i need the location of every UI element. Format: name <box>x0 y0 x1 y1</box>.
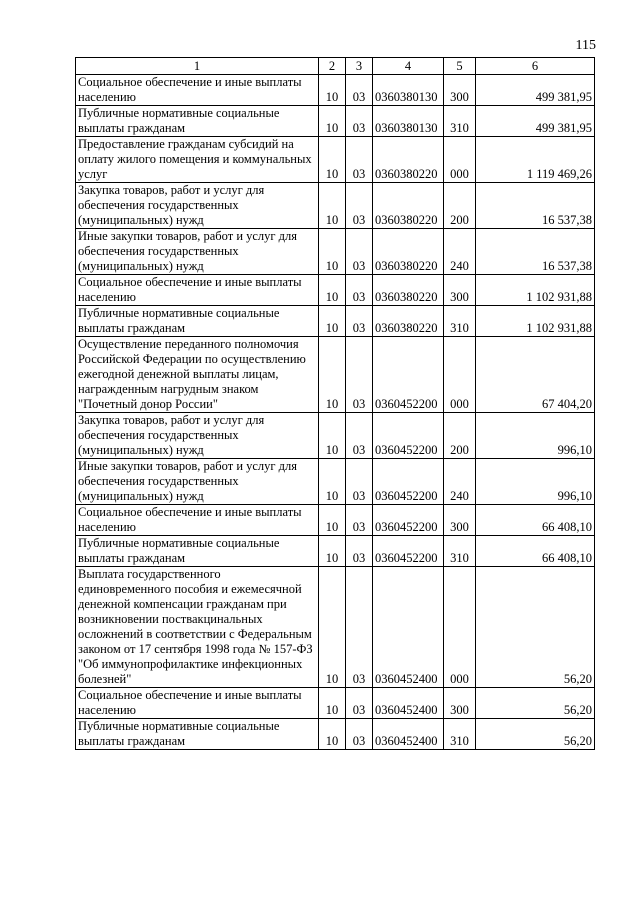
row-section-cell: 10 <box>319 413 346 459</box>
budget-table <box>75 57 595 750</box>
row-vr-cell: 000 <box>444 567 476 688</box>
row-vr-cell: 310 <box>444 536 476 567</box>
row-subsection-cell: 03 <box>346 567 373 688</box>
row-sum-cell: 56,20 <box>476 688 595 719</box>
table-row <box>76 137 595 183</box>
table-row <box>76 413 595 459</box>
header-cell: 3 <box>346 58 373 75</box>
header-cell: 1 <box>76 58 319 75</box>
row-sum-cell: 996,10 <box>476 459 595 505</box>
row-name-cell: Закупка товаров, работ и услуг для обеспечения государственных (муниципальных) нужд <box>76 183 319 229</box>
row-vr-cell: 300 <box>444 505 476 536</box>
table-row <box>76 719 595 750</box>
row-csr-cell: 0360452200 <box>373 505 444 536</box>
row-subsection-cell: 03 <box>346 183 373 229</box>
table-row <box>76 229 595 275</box>
row-name-cell: Публичные нормативные социальные выплаты гражданам <box>76 536 319 567</box>
row-csr-cell: 0360380220 <box>373 137 444 183</box>
header-cell: 5 <box>444 58 476 75</box>
row-subsection-cell: 03 <box>346 459 373 505</box>
row-vr-cell: 310 <box>444 106 476 137</box>
row-vr-cell: 240 <box>444 229 476 275</box>
row-sum-cell: 66 408,10 <box>476 536 595 567</box>
row-sum-cell: 16 537,38 <box>476 183 595 229</box>
row-section-cell: 10 <box>319 719 346 750</box>
row-vr-cell: 300 <box>444 75 476 106</box>
row-section-cell: 10 <box>319 688 346 719</box>
table-row <box>76 183 595 229</box>
row-csr-cell: 0360380220 <box>373 275 444 306</box>
row-section-cell: 10 <box>319 75 346 106</box>
row-vr-cell: 200 <box>444 413 476 459</box>
row-section-cell: 10 <box>319 567 346 688</box>
row-sum-cell: 1 119 469,26 <box>476 137 595 183</box>
row-subsection-cell: 03 <box>346 106 373 137</box>
row-csr-cell: 0360452400 <box>373 567 444 688</box>
row-name-cell: Социальное обеспечение и иные выплаты населению <box>76 275 319 306</box>
row-name-cell: Публичные нормативные социальные выплаты гражданам <box>76 106 319 137</box>
row-subsection-cell: 03 <box>346 536 373 567</box>
row-vr-cell: 000 <box>444 337 476 413</box>
row-name-cell: Выплата государственного единовременного пособия и ежемесячной денежной компенсации гражданам при возникновении поствакцинальных осложнений в соответствии с Федеральным законом от 17 сентября 1998 года № 157-ФЗ "Об иммунопрофилактике инфекционных болезней" <box>76 567 319 688</box>
row-section-cell: 10 <box>319 306 346 337</box>
row-sum-cell: 67 404,20 <box>476 337 595 413</box>
row-subsection-cell: 03 <box>346 719 373 750</box>
row-vr-cell: 000 <box>444 137 476 183</box>
row-name-cell: Социальное обеспечение и иные выплаты населению <box>76 688 319 719</box>
row-csr-cell: 0360452200 <box>373 337 444 413</box>
row-subsection-cell: 03 <box>346 137 373 183</box>
row-section-cell: 10 <box>319 459 346 505</box>
row-csr-cell: 0360380220 <box>373 229 444 275</box>
row-sum-cell: 499 381,95 <box>476 106 595 137</box>
row-section-cell: 10 <box>319 536 346 567</box>
row-sum-cell: 499 381,95 <box>476 75 595 106</box>
row-section-cell: 10 <box>319 337 346 413</box>
row-sum-cell: 1 102 931,88 <box>476 306 595 337</box>
row-csr-cell: 0360452400 <box>373 719 444 750</box>
row-section-cell: 10 <box>319 183 346 229</box>
row-vr-cell: 240 <box>444 459 476 505</box>
row-subsection-cell: 03 <box>346 306 373 337</box>
row-csr-cell: 0360452400 <box>373 688 444 719</box>
table-row <box>76 505 595 536</box>
row-subsection-cell: 03 <box>346 337 373 413</box>
table-row <box>76 567 595 688</box>
row-csr-cell: 0360380130 <box>373 75 444 106</box>
row-subsection-cell: 03 <box>346 275 373 306</box>
row-section-cell: 10 <box>319 275 346 306</box>
row-subsection-cell: 03 <box>346 75 373 106</box>
row-subsection-cell: 03 <box>346 229 373 275</box>
row-vr-cell: 300 <box>444 688 476 719</box>
header-cell: 4 <box>373 58 444 75</box>
table-header-row <box>76 58 595 75</box>
row-subsection-cell: 03 <box>346 688 373 719</box>
row-sum-cell: 66 408,10 <box>476 505 595 536</box>
page-number: 115 <box>575 38 596 53</box>
row-section-cell: 10 <box>319 505 346 536</box>
row-section-cell: 10 <box>319 106 346 137</box>
row-name-cell: Закупка товаров, работ и услуг для обеспечения государственных (муниципальных) нужд <box>76 413 319 459</box>
row-csr-cell: 0360452200 <box>373 536 444 567</box>
table-row <box>76 106 595 137</box>
row-sum-cell: 996,10 <box>476 413 595 459</box>
row-name-cell: Публичные нормативные социальные выплаты гражданам <box>76 719 319 750</box>
table-row <box>76 275 595 306</box>
row-subsection-cell: 03 <box>346 413 373 459</box>
table-row <box>76 337 595 413</box>
row-section-cell: 10 <box>319 229 346 275</box>
table-row <box>76 688 595 719</box>
row-name-cell: Осуществление переданного полномочия Российской Федерации по осуществлению ежегодной денежной выплаты лицам, награжденным нагрудным знаком "Почетный донор России" <box>76 337 319 413</box>
row-csr-cell: 0360452200 <box>373 459 444 505</box>
row-section-cell: 10 <box>319 137 346 183</box>
header-cell: 2 <box>319 58 346 75</box>
row-vr-cell: 200 <box>444 183 476 229</box>
row-name-cell: Публичные нормативные социальные выплаты гражданам <box>76 306 319 337</box>
row-name-cell: Иные закупки товаров, работ и услуг для обеспечения государственных (муниципальных) нужд <box>76 459 319 505</box>
row-csr-cell: 0360380220 <box>373 183 444 229</box>
row-vr-cell: 310 <box>444 306 476 337</box>
table-row <box>76 459 595 505</box>
row-sum-cell: 56,20 <box>476 719 595 750</box>
row-csr-cell: 0360452200 <box>373 413 444 459</box>
row-subsection-cell: 03 <box>346 505 373 536</box>
row-csr-cell: 0360380130 <box>373 106 444 137</box>
table-row <box>76 75 595 106</box>
row-vr-cell: 300 <box>444 275 476 306</box>
row-name-cell: Предоставление гражданам субсидий на оплату жилого помещения и коммунальных услуг <box>76 137 319 183</box>
row-vr-cell: 310 <box>444 719 476 750</box>
row-name-cell: Социальное обеспечение и иные выплаты населению <box>76 505 319 536</box>
table-row <box>76 536 595 567</box>
table-row <box>76 306 595 337</box>
row-csr-cell: 0360380220 <box>373 306 444 337</box>
row-sum-cell: 16 537,38 <box>476 229 595 275</box>
row-sum-cell: 1 102 931,88 <box>476 275 595 306</box>
row-name-cell: Иные закупки товаров, работ и услуг для обеспечения государственных (муниципальных) нужд <box>76 229 319 275</box>
row-sum-cell: 56,20 <box>476 567 595 688</box>
header-cell: 6 <box>476 58 595 75</box>
row-name-cell: Социальное обеспечение и иные выплаты населению <box>76 75 319 106</box>
